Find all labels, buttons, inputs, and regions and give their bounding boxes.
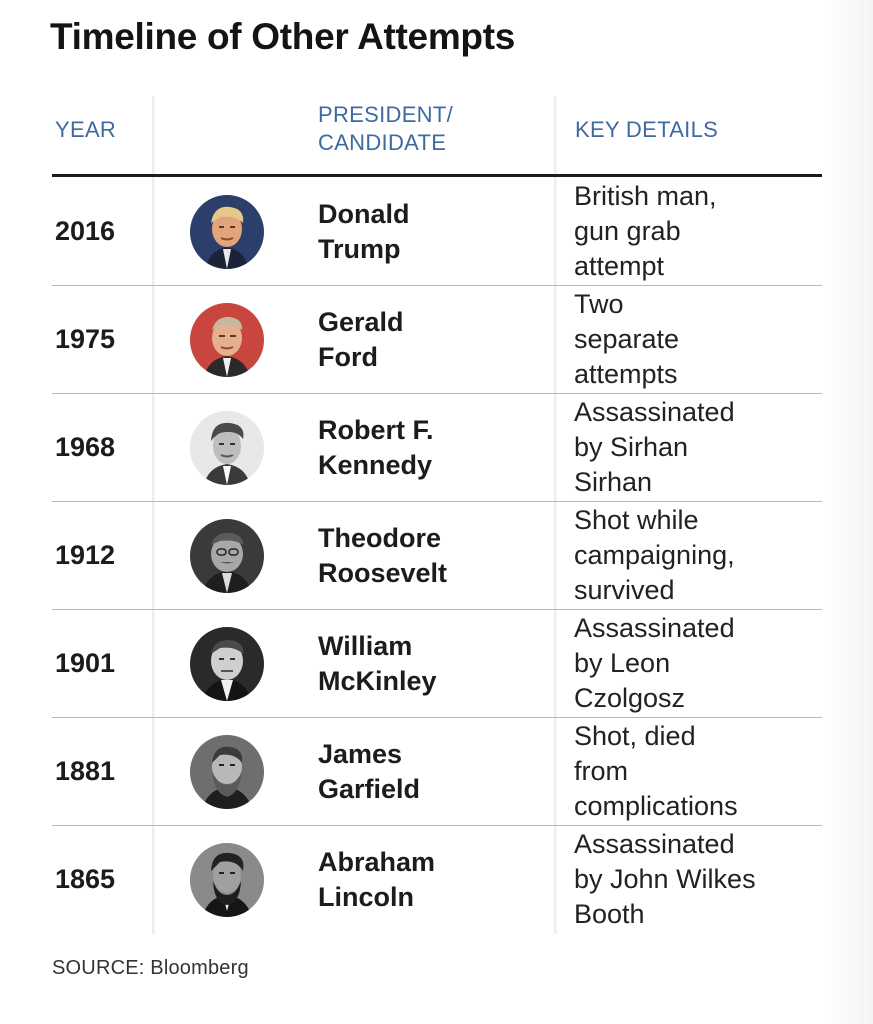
row-year: 1912 [55,540,116,570]
james-garfield-portrait-icon [190,735,264,809]
row-details: Assassinated by Leon Czolgosz [574,613,735,713]
table-row [52,718,822,826]
row-details: Shot, died from complications [574,721,738,821]
donald-trump-portrait-icon [190,195,264,269]
row-name: Gerald Ford [318,307,404,372]
row-name: James Garfield [318,739,421,804]
row-year: 1975 [55,324,116,354]
william-mckinley-portrait-icon [190,627,264,701]
table-row [52,610,822,718]
row-name: Abraham Lincoln [318,847,436,912]
column-header-president: PRESIDENT/ CANDIDATE [318,102,454,155]
row-year: 2016 [55,216,116,246]
row-name: William McKinley [318,631,437,696]
row-details: Two separate attempts [574,289,680,389]
header-rule [52,174,822,177]
row-details: Assassinated by Sirhan Sirhan [574,397,735,497]
table-row [52,826,822,934]
table-row [52,502,822,610]
source-note: SOURCE: Bloomberg [52,957,249,979]
column-header-year: YEAR [55,117,117,142]
gerald-ford-portrait-icon [190,303,264,377]
table-row [52,394,822,502]
robert-kennedy-portrait-icon [190,411,264,485]
theodore-roosevelt-portrait-icon [190,519,264,593]
row-year: 1881 [55,756,116,786]
row-details: British man, gun grab attempt [574,181,717,281]
table-row [52,286,822,394]
row-year: 1968 [55,432,116,462]
row-name: Robert F. Kennedy [318,415,434,480]
page-title: Timeline of Other Attempts [50,16,516,57]
row-details: Shot while campaigning, survived [574,505,735,605]
row-details: Assassinated by John Wilkes Booth [574,829,756,929]
column-header-details: KEY DETAILS [575,117,719,142]
table-row [52,178,822,286]
page-edge-shade [823,0,873,1024]
row-name: Theodore Roosevelt [318,523,448,588]
abraham-lincoln-portrait-icon [190,843,264,917]
row-year: 1865 [55,864,116,894]
row-name: Donald Trump [318,199,410,264]
row-year: 1901 [55,648,116,678]
